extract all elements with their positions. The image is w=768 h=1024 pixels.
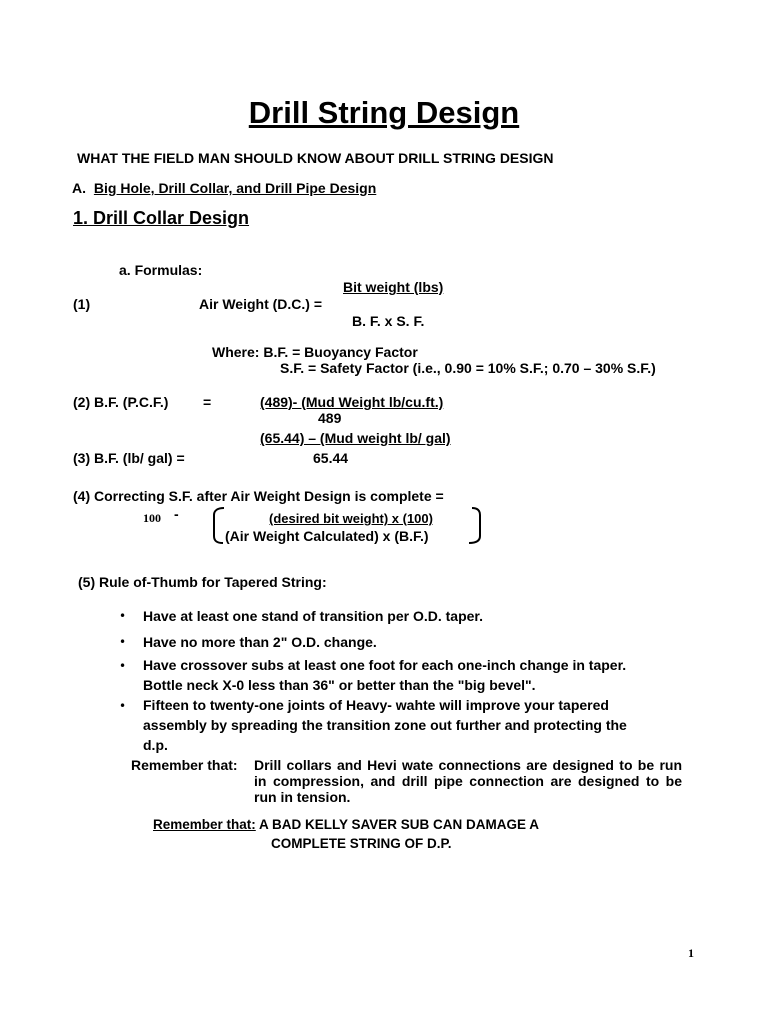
bullet-dot: • — [119, 699, 127, 713]
bullet-dot: • — [119, 635, 127, 649]
bullet-item — [119, 695, 627, 755]
section-a-prefix: A. — [72, 180, 86, 196]
remember-2-line-1 — [153, 817, 539, 832]
bullet-line: Have crossover subs at least one foot for each one-inch change in taper. — [143, 657, 627, 673]
bullet-item — [119, 634, 377, 650]
page-title: Drill String Design — [248, 95, 520, 130]
remember-2-text: A BAD KELLY SAVER SUB CAN DAMAGE A — [259, 817, 540, 832]
f2-numerator: (489)- (Mud Weight lb/cu.ft.) — [260, 394, 444, 410]
bullet-item — [119, 608, 483, 624]
remember-2-line-2: COMPLETE STRING OF D.P. — [271, 836, 452, 851]
bullet-line: Fifteen to twenty-one joints of Heavy- wahte will improve your tapered — [143, 697, 609, 713]
f2-lhs: (2) B.F. (P.C.F.) — [73, 394, 169, 410]
right-bracket-shape — [469, 508, 480, 543]
section-1-heading: 1. Drill Collar Design — [73, 208, 250, 228]
bullet-dot: • — [119, 659, 127, 673]
f1-lhs: Air Weight (D.C.) = — [199, 296, 323, 312]
subtitle: WHAT THE FIELD MAN SHOULD KNOW ABOUT DRILL STRING DESIGN — [77, 150, 554, 166]
f4-denominator: (Air Weight Calculated) x (B.F.) — [225, 528, 429, 544]
bullet-line: Have no more than 2" O.D. change. — [143, 634, 377, 650]
page-number: 1 — [688, 946, 694, 960]
f4-label: (4) Correcting S.F. after Air Weight Design is complete = — [73, 488, 444, 504]
f4-minus: - — [174, 506, 179, 522]
remember-1-text: Drill collars and Hevi wate connections are designed to be run in compression, and drill pipe connection are designed to be run in tension. — [254, 757, 682, 805]
f1-denominator: B. F. x S. F. — [352, 313, 425, 329]
bullet-line: d.p. — [143, 737, 168, 753]
f2-denominator: 489 — [318, 410, 342, 426]
remember-2-label: Remember that: — [153, 817, 256, 832]
f2-equals: = — [203, 394, 212, 410]
bullet-line: Have at least one stand of transition per O.D. taper. — [143, 608, 483, 624]
left-bracket-shape — [214, 508, 224, 543]
bullet-line: assembly by spreading the transition zone out further and protecting the — [143, 717, 627, 733]
f3-denominator: 65.44 — [313, 450, 349, 466]
formulas-label: a. Formulas: — [119, 262, 203, 278]
where-line-2: S.F. = Safety Factor (i.e., 0.90 = 10% S.F.; 0.70 – 30% S.F.) — [280, 360, 656, 376]
bullet-dot: • — [119, 609, 127, 623]
bullet-item — [119, 655, 627, 695]
f1-number: (1) — [73, 296, 91, 312]
f3-numerator: (65.44) – (Mud weight lb/ gal) — [260, 430, 451, 446]
f4-numerator: (desired bit weight) x (100) — [269, 511, 433, 526]
section-a-text: Big Hole, Drill Collar, and Drill Pipe Design — [93, 180, 377, 196]
bullet-line: Bottle neck X-0 less than 36" or better than the "big bevel". — [143, 677, 536, 693]
rule-of-thumb-label: (5) Rule of-Thumb for Tapered String: — [78, 574, 327, 590]
f1-numerator: Bit weight (lbs) — [343, 279, 444, 295]
f3-lhs: (3) B.F. (lb/ gal) = — [73, 450, 185, 466]
remember-1-label: Remember that: — [131, 757, 238, 773]
section-a-heading — [72, 180, 376, 196]
f4-hundred: 100 — [143, 511, 161, 525]
where-line-1: Where: B.F. = Buoyancy Factor — [212, 344, 418, 360]
